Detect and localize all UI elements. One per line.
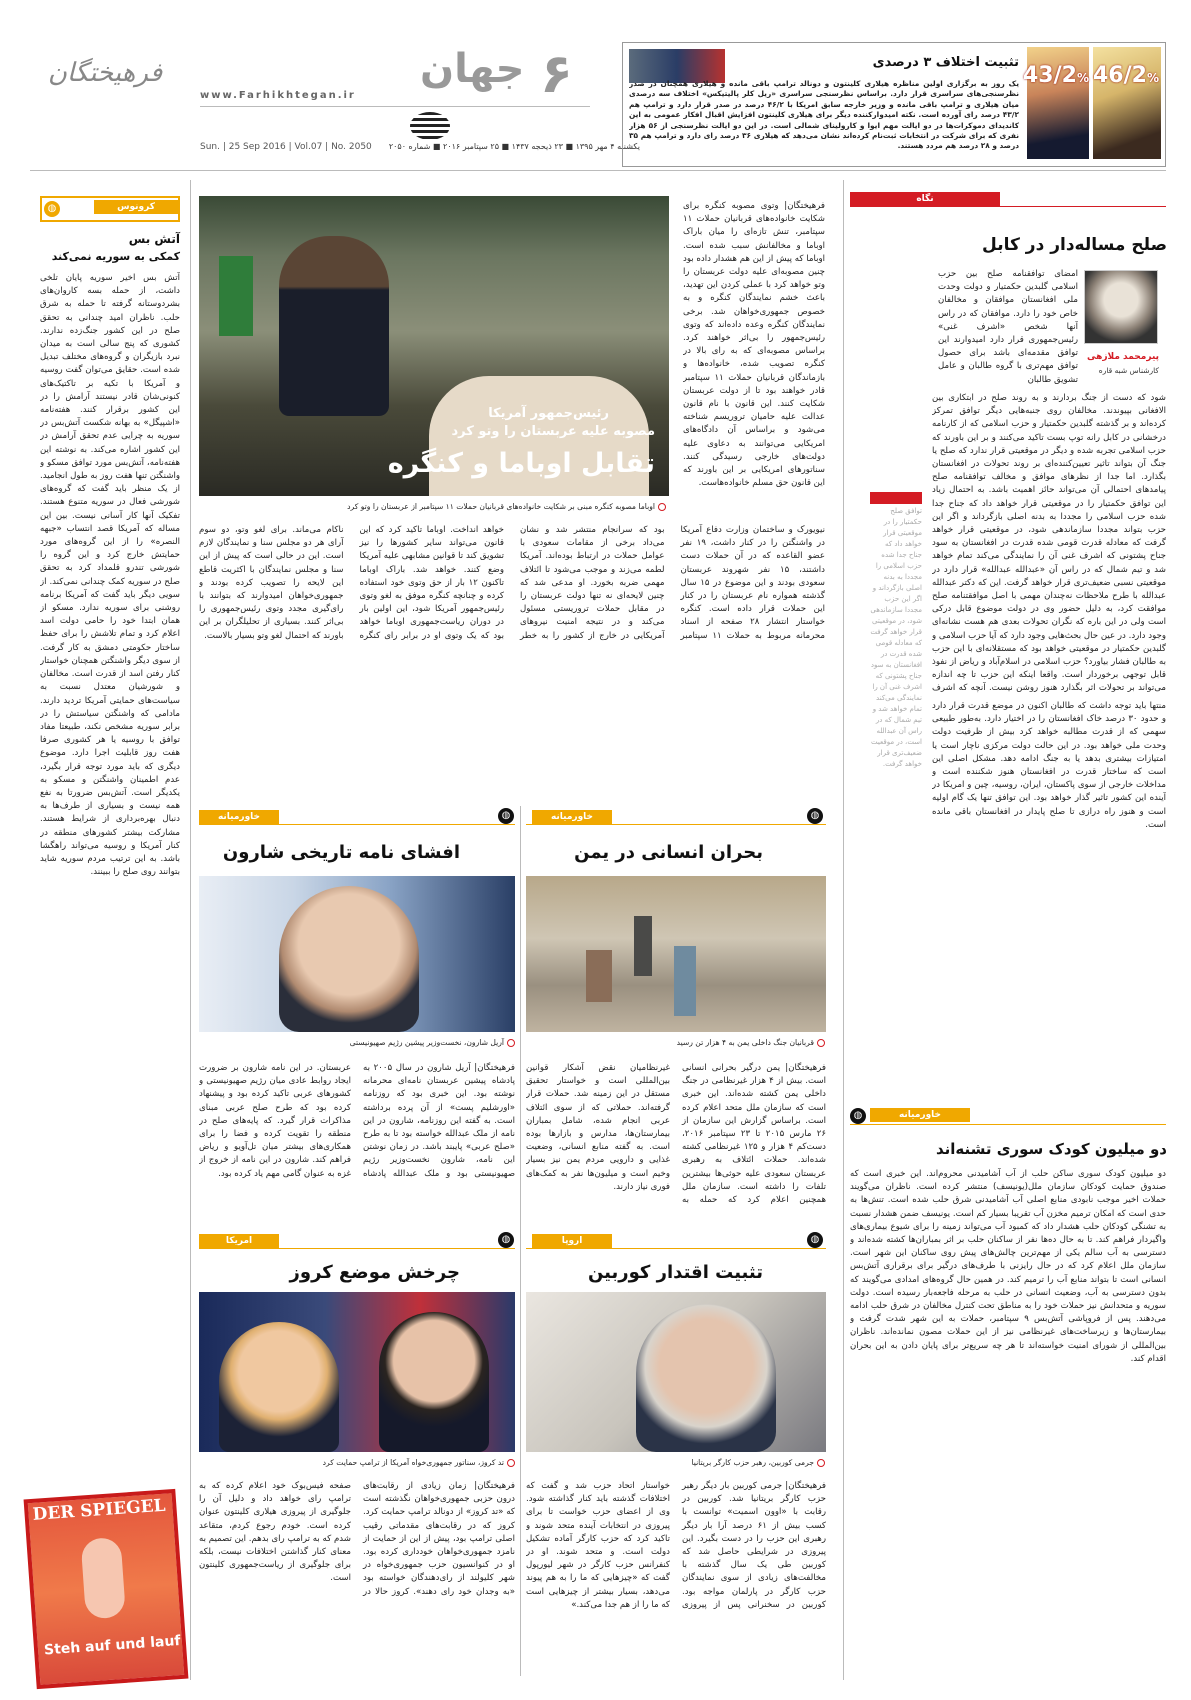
trump-face (219, 1322, 339, 1452)
author-role: کارشناس شبه قاره (1098, 366, 1159, 375)
obama-figure (279, 236, 389, 416)
cruz-title: چرخش موضع کروز (289, 1262, 460, 1283)
yemen-child (634, 916, 652, 976)
yemen-tag-bar (526, 824, 826, 825)
globe-icon: ◍ (807, 1232, 823, 1248)
sharon-face (279, 886, 419, 1032)
magazine-headline: Steh auf und lauf (43, 1632, 181, 1659)
negah-tag: نگاه (850, 192, 1000, 206)
negah-body-tail: منتها باید توجه داشت که طالبان اکنون در موضع قدرت قرار دارد و حدود ۳۰ درصد خاک افغانستان را در اختیار دارد. به‌طور طبیعی سهمی که از قدرت مطالبه خواهد کرد بیش از ظرفیت دولت وحدت ملی خواهد بود. در این حالت دولت مرکزی ناچار است یا امتیازات بیشتری بدهد یا به جنگ ادامه دهد. مشکل اصلی این است که ساختار قدرت در افغانستان هنوز شکننده است و مداخلات خارجی از سوی پاکستان، ایران، روسیه، چین و امریکا در آینده این کشور تاثیر گذار خواهد بود. این توافق تنها یک گام اولیه است و هنوز راه درازی تا صلح پایدار در افغانستان باقی مانده است. (932, 701, 1166, 830)
trump-percent: 43/2% (1023, 63, 1089, 88)
sharon-title: افشای نامه تاریخی شارون (222, 842, 460, 863)
site-url: www.Farhikhtegan.ir (200, 90, 356, 101)
poll-title: تثبیت اختلاف ۳ درصدی (872, 55, 1019, 70)
children-tag-bar (850, 1124, 1166, 1125)
masthead (30, 42, 640, 154)
spiegel-cover (24, 1489, 189, 1689)
corbyn-tag: اروپا (532, 1234, 612, 1248)
obama-photo (199, 196, 669, 496)
children-text: دو میلیون کودک سوری ساکن حلب از آب آشامیدنی محروم‌اند. این خبری است که صندوق حمایت کودکان سازمان ملل(یونیسف) منتشر کرده است. ناظران می‌گویند حملات اخیر موجب نابودی منابع اصلی آب آشامیدنی شرق حلب شده است. تنش‌ها به حدی است که امکان ترمیم مخزن آب تقریبا بسیار کم است. یونیسف ضمن هشدار نسبت به تشنگی کودکان حلب هشدار داد که کمبود آب می‌تواند زمینه را برای شیوع بیماری‌های واگیردار فراهم کند. تا به حال ده‌ها نفر از ساکنان حلب بر اثر بمباران‌ها کشته شده‌اند و دسترسی به آب سالم یکی از مهم‌ترین چالش‌های پیش روی ساکنان این شهر است. سازمان ملل اعلام کرد که در حال رایزنی با طرف‌های درگیر برای برقراری آتش‌بس انسانی است تا بتواند منابع آب را ترمیم کند. در همین حال گروه‌های امدادی می‌گویند که بدون دسترسی به آب، وضعیت انسانی در حلب به مرحله فاجعه‌بار رسیده است. دولت سوریه و متحدانش نیز حملات خود را به مناطق تحت کنترل مخالفان در شرق حلب ادامه می‌دهند. پس از فروپاشی آتش‌بس ۹ سپتامبر، حملات به این شهر شدت گرفت و بیمارستان‌ها و زیرساخت‌های غیرنظامی نیز از این حملات مصون نمانده‌اند. ناظران بین‌المللی از شورای امنیت خواسته‌اند تا هر چه سریع‌تر برای پایان دادن به این بحران اقدام کند. (850, 1169, 1166, 1364)
cruz-photo (199, 1292, 515, 1452)
cruz-face (379, 1312, 489, 1452)
sharon-tag-bar (199, 824, 515, 825)
magazine-figure (80, 1537, 125, 1620)
yemen-tag: خاورمیانه (532, 810, 612, 824)
brand-logo: فرهیختگان (47, 58, 163, 88)
meta-persian: یکشنبه ۴ مهر ۱۳۹۵ ■ ۲۳ ذیحجه ۱۴۳۷ ■ ۲۵ سپتامبر ۲۰۱۶ ■ شماره ۲۰۵۰ (388, 142, 640, 151)
negah-pullquote: توافق صلح حکمتیار را در موقعیتی قرار خواهد داد که جناح جدا شده حزب اسلامی را مجددا به بدنه اصلی بازگرداند و اگر این حزب مجددا سازماندهی شود، در موقعیتی قرار خواهد گرفت که معادله قومی شده قدرت در افغانستان به سود جناح پشتونی که اشرف غنی آن را نمایندگی می‌کند تمام خواهد شد و تیم شمال که در راس آن عبدالله است، در موقعیت ضعیف‌تری قرار خواهد گرفت. (870, 507, 922, 768)
lead-kicker-2: مصوبه علیه عربستان را وتو کرد (451, 424, 655, 439)
column-rule (190, 180, 191, 1680)
negah-red-bar (870, 492, 922, 504)
column-rule (843, 180, 844, 1680)
yemen-caption: قربانیان جنگ داخلی یمن به ۴ هزار تن رسید (527, 1038, 825, 1047)
masthead-lines-icon (410, 112, 450, 140)
elephant-donkey-illustration (629, 49, 725, 83)
corbyn-tag-bar (526, 1248, 826, 1249)
header-divider (30, 170, 1166, 171)
globe-icon: ◍ (498, 808, 514, 824)
yemen-photo (526, 876, 826, 1032)
syria-title-2: کمکی به سوریه نمی‌کند (51, 250, 180, 263)
globe-icon: ◍ (807, 808, 823, 824)
clinton-percent: 46/2% (1093, 63, 1159, 88)
poll-box (622, 42, 1166, 167)
negah-title: صلح مساله‌دار در کابل (982, 235, 1167, 255)
page-number: ۶ (540, 42, 573, 105)
yemen-text: فرهیختگان| یمن درگیر بحرانی انسانی است. بیش از ۴ هزار غیرنظامی در جنگ داخلی یمن کشته شده‌اند. این خبری است که سازمان ملل متحد اعلام کرده است. براساس گزارش این سازمان از ۲۶ مارس ۲۰۱۵ تا ۲۳ سپتامبر ۲۰۱۶، دست‌کم ۴ هزار و ۱۲۵ غیرنظامی کشته شده‌اند. حملات ائتلاف به رهبری عربستان سعودی علیه حوثی‌ها بیشترین تلفات را داشته است. سازمان ملل همچنین اعلام کرد که حمله به غیرنظامیان نقض آشکار قوانین بین‌المللی است و خواستار تحقیق مستقل در این زمینه شد. حملات قرار گرفته‌اند. حملاتی که از سوی ائتلاف عربی انجام شده، شامل بمباران بیمارستان‌ها، مدارس و بازارها بوده است. به گفته منابع انسانی، وضعیت غذایی و دارویی مردم یمن نیز بسیار وخیم است و میلیون‌ها نفر به کمک‌های فوری نیاز دارند. (526, 1063, 826, 1206)
sharon-photo (199, 876, 515, 1032)
lead-side-text: فرهیختگان| وتوی مصوبه کنگره برای شکایت خانواده‌های قربانیان حملات ۱۱ سپتامبر، تنش تازه‌ای را میان باراک اوباما و مخالفانش سبب شده است. اوباما که پیش از این هم هشدار داده بود چنین مصوبه‌ای علیه دولت عربستان را وتو خواهد کرد با عملی کردن این تهدید، باعث خشم نمایندگان کنگره و به خصوص جمهوری‌خواهان شد. برخی نمایندگان کنگره وعده داده‌اند که وتوی رئیس‌جمهور را بی‌اثر خواهند کرد. براساس مصوبه‌ای که به رای بالا در کنگره تصویب شده، خانواده‌ها و بازماندگان قربانیان حملات ۱۱ سپتامبر قادر خواهند بود تا از دولت عربستان شکایت کنند. این قانون با نام قانون عدالت علیه حامیان تروریسم شناخته می‌شود و براساس آن دادگاه‌های امریکایی می‌توانند به دعاوی علیه دولت‌های خارجی رسیدگی کنند. سناتورهای امریکایی بر این باورند که این قانون حق مسلم خانواده‌هاست. (683, 201, 825, 489)
globe-icon: ◍ (44, 201, 60, 217)
corbyn-caption: جرمی کوربین، رهبر حزب کارگر بریتانیا (527, 1458, 825, 1467)
syria-text: آتش بس اخیر سوریه پایان تلخی داشت، از حمله بسه کاروان‌های بشردوستانه گرفته تا حمله به شرق حلب. ناظران امید چندانی به تحقق صلح در این کشور جنگ‌زده ندارند. کشوری که پنج سالی است به میدان نبرد بازیگران و گروه‌های مختلف تبدیل شده است. حقایق می‌توان گفت روسیه و آمریکا با تکیه بر تاکتیک‌های کنونی‌شان قادر نیستند آرامش را در این کشور برقرار کنند. هفته‌نامه «اشپیگل» به بهانه شکست آتش‌بس در سوریه به چرایی عدم تحقق آرامش در این کشور اشاره می‌کند. به نوشته این هفته‌نامه، آتش‌بس مورد توافق مسکو و واشنگتن تنها هفت روز به طول انجامید. از یک منظر باید گفت که گروه‌های شورشی فعال در سوریه متنوع هستند. تفکیک آنها کار آسانی نیست. بین این مساله که آمریکا قصد انتساب «جبهه النصره» را از این گروه‌های مورد حمایتش خارج کرد و این گروه را شورشی تندرو قلمداد کرد به تحقق صلح در سوریه کمک چندانی نمی‌کند. از سویی دیگر باید گفت که آمریکا برنامه روشنی برای سوریه ندارد. مسکو از همان ابتدا خود را حامی دولت اسد اعلام کرد و تمام تلاشش را برای حفظ ساختار حکومتی دمشق به کار گرفت. از سوی دیگر واشنگتن همچنان خواستار کنار رفتن اسد از قدرت است. مخالفان و شورشیان معتدل نسبت به سیاست‌های حمایتی آمریکا تردید دارند. مادامی که واشنگتن سیاستش را در برابر سوریه مشخص نکند، طبیعتا مفاد توافق با روسیه یا هر کشوری صرفا هفت روز قابلیت اجرا دارد. موضوع دیگری که باید مورد توجه قرار بگیرد، عدم اطمینان واشنگتن و مسکو به یکدیگر است. آتش‌بس ضرورتا به نفع همه نیست و بسیاری از طرف‌ها به دنبال بهره‌برداری از شرایط هستند. مشارکت بیشتر کشورهای منطقه در کنار آمریکا و روسیه می‌تواند راهگشا باشد. به این ترتیب مردم سوریه شاید بتوانند روی صلح را ببینند. (40, 273, 180, 878)
column-rule (520, 806, 521, 1676)
children-tag: خاورمیانه (870, 1108, 970, 1122)
magazine-name: DER SPIEGEL (31, 1495, 167, 1525)
yemen-title: بحران انسانی در یمن (574, 842, 763, 863)
lead-kicker-1: رئیس‌جمهور آمریکا (488, 406, 609, 421)
sharon-tag: خاورمیانه (199, 810, 279, 824)
author-name: پیرمحمد ملازهی (1086, 352, 1159, 362)
syria-tag: کرونوس (94, 200, 178, 214)
children-title: دو میلیون کودک سوری تشنه‌اند (935, 1140, 1167, 1158)
lead-title: تقابل اوباما و کنگره (387, 448, 655, 479)
flag-figure (219, 256, 253, 336)
cruz-text: فرهیختگان| زمان زیادی از رقابت‌های درون حزبی جمهوری‌خواهان نگذشته است که «تد کروز» از دونالد ترامپ حمایت کرد. کروز که در رقابت‌های مقدماتی رقیب اصلی ترامپ بود، پیش از این از حمایت از نامزد جمهوری‌خواهان خودداری کرده بود. او در کنوانسیون حزب جمهوری‌خواه در شهر کلیولند از رای‌دهندگان خواسته بود «به وجدان خود رای دهند». کروز حالا در صفحه فیس‌بوک خود اعلام کرده که به ترامپ رای خواهد داد و دلیل آن را جلوگیری از پیروزی هیلاری کلینتون عنوان کرده است. خودم رجوع کردم، متقاعد شدم که به ترامپ رای بدهم. این تصمیم به معنای کنار گذاشتن اختلافات نیست، بلکه برای جلوگیری از ریاست‌جمهوری کلینتون است. (199, 1481, 515, 1597)
lead-body: نیویورک و ساختمان وزارت دفاع آمریکا در واشنگتن را در کنار داشت، ۱۹ نفر عضو القاعده که در آن حملات دست داشتند، ۱۵ نفر شهروند عربستان سعودی بودند و این موضوع در ۱۵ سال گذشته همواره نام عربستان را در کنار این حملات قرار داده است. کنگره خواستار انتشار ۲۸ صفحه از اسناد محرمانه مربوط به حملات ۱۱ سپتامبر بود که سرانجام منتشر شد و نشان می‌داد برخی از مقامات سعودی با عوامل حملات در ارتباط بوده‌اند. آمریکا لطمه می‌زند و موجب می‌شود تا ائتلاف مهمی ضربه بخورد. او مدعی شد که چنین لایحه‌ای نه تنها دولت عربستان را در مقابل حملات تروریستی مسئول می‌کند و در نتیجه امنیت نیروهای آمریکایی در خارج از کشور را به خطر خواهد انداخت. اوباما تاکید کرد که این قانون می‌تواند سایر کشورها را نیز تشویق کند تا قوانین مشابهی علیه آمریکا وضع کنند. خواهد شد. باراک اوباما تاکنون ۱۲ بار از حق وتوی خود استفاده کرده و چنانچه کنگره موفق به لغو وتوی رئیس‌جمهور آمریکا شود، این اولین بار در دوران ریاست‌جمهوری اوباما خواهد بود که یک وتوی او در برابر رای کنگره ناکام می‌ماند. برای لغو وتو، دو سوم آرای هر دو مجلس سنا و نمایندگان لازم است. این در حالی است که پیش از این سنا و مجلس نمایندگان با اکثریت قاطع این لایحه را تصویب کرده بودند و جمهوری‌خواهان امیدوارند که بتوانند با رای‌گیری مجدد وتوی رئیس‌جمهوری را بی‌اثر کنند. بسیاری از تحلیلگران بر این باورند که احتمال لغو وتو بسیار بالاست. (199, 525, 825, 641)
corbyn-text: فرهیختگان| جرمی کوربین بار دیگر رهبر حزب کارگر بریتانیا شد. کوربین در رقابت با «اوون اسمیت» توانست با کسب بیش از ۶۱ درصد آرا بار دیگر رهبری این حزب را در دست بگیرد. این پیروزی در شرایطی حاصل شد که کوربین طی یک سال گذشته با مخالفت‌های زیادی از سوی نمایندگان حزب کارگر در پارلمان مواجه بود. کوربین در سخنرانی پس از پیروزی خواستار اتحاد حزب شد و گفت که اختلافات گذشته باید کنار گذاشته شود. وی از اعضای حزب خواست تا برای پیروزی در انتخابات آینده متحد شوند و تاکید کرد که حزب کارگر آماده تشکیل دولت است. و متحد شوند. او در کنفرانس حزب کارگر در شهر لیورپول گفت که «چیزهایی که ما را به هم پیوند می‌دهد، بسیار بیشتر از چیزهایی است که ما را از هم جدا می‌کند.» (526, 1481, 826, 1610)
poll-text: یک روز به برگزاری اولین مناظره هیلاری کلینتون و دونالد ترامپ باقی مانده و هیلاری همچنان در صدر نظرسنجی‌های سراسری قرار دارد. براساس نظرسنجی سراسری «ریل کلر پالیتیکس» اختلاف سه درصدی میان هیلاری و ترامپ باقی مانده و وزیر خارجه سابق امریکا با ۴۶/۲ درصد در صدر قرار دارد و ترامپ هم ۴۳/۲ درصد رای آورده است. نکته امیدوارکننده دیگر برای هیلاری کلینتون افزایش اقبال افکار عمومی به این کاندیدای دموکرات‌ها در دو ایالت مهم ایوا و کارولینای شمالی است. در این دو ایالت نظرسنجی از ۵۶ هزار نفری که برای شرکت در انتخابات ثبت‌نام کرده‌اند نشان می‌دهد که هیلاری ۳۶ درصد رای دارد و ترامپ هم ۳۵ درصد و ۲۸ درصد هم مردد هستند. (629, 79, 1019, 151)
cruz-caption: تد کروز، سناتور جمهوری‌خواه آمریکا از ترامپ حمایت کرد (199, 1458, 515, 1467)
author-photo (1084, 270, 1158, 344)
yemen-child (674, 946, 696, 1016)
sharon-text: فرهیختگان| آریل شارون در سال ۲۰۰۵ به پادشاه پیشین عربستان نامه‌ای محرمانه نوشته بود. این خبری بود که روزنامه «اورشلیم پست» از آن پرده برداشته است. به گفته این روزنامه، شارون در این نامه از ملک عبدالله خواسته بود تا به طرح «صلح عربی» پایبند باشد. در زمان نوشتن این نامه، شارون نخست‌وزیر رژیم صهیونیستی بود و ملک عبدالله پادشاه عربستان. در این نامه شارون بر ضرورت ایجاد روابط عادی میان رژیم صهیونیستی و کشورهای عربی تاکید کرده بود و پیشنهاد کرده بود که طرح صلح عربی مبنای مذاکرات قرار گیرد. که پایه‌های صلح در منطقه را تقویت کرده و فضا را برای همکاری‌های بیشتر میان تل‌آویو و ریاض فراهم کند. شارون در این نامه از خروج از غزه به عنوان گامی مهم یاد کرده بود. (199, 1063, 515, 1179)
negah-body: شود که دست از جنگ بردارند و به روند صلح در ابتکاری بین الافغانی بپیوندند. مخالفان روی جنبه‌هایی دیگر توافق تمرکز کرده‌اند و بر گذشته گلبدین حکمتیار و حزب اسلامی که از کارنامه درخشانی در کابل رانه توپ بست تاکید می‌کنند و بر این باورند که حزب اسلامی تجربه شده و دیگر در موقعیتی قرار ندارد که صلح یا جنگ آن بتواند تاثیر تعیین‌کننده‌ای بر روند تحولات در افغانستان بگذارد. اما جدا از نظرهای موافق و مخالف توافقنامه صلح پیامدهای احتمالی آن می‌تواند حائز اهمیت باشد. به احتمال زیاد این توافق حکمتیار را در موقعیتی قرار خواهد داد که جناح جدا شده حزب اسلامی را مجددا به بدنه اصلی بازگرداند و اگر این حزب بتواند مجددا سازماندهی شود، در موقعیتی قرار خواهد گرفت که معادله قدرت قومی شده قدرت در افغانستان به سود جناح پشتونی که اشرف غنی آن را نمایندگی می‌کند تمام خواهد شد و تیم شمال که در راس آن «عبدالله عبدالله» قرار دارد در موقعیتی نسبی ضعیف‌تری قرار خواهد گرفت. این که دکتر عبدالله عبدالله با طرح ملاحظات نه‌چندان مهمی با اصل موافقتنامه صلح موافقت کرد، به دلیل حضور وی در دولت موضوع قابل درکی است ولی در این باره که نگران تحولات بعدی هم هست نشانه‌ای وجود دارد. در عین حال بحث‌هایی وجود دارد که آیا حزب اسلامی و گلبدین حکمتیار در موقعیتی خواهد بود که مستقلانه‌ای با این حزب به طالبان فشار بیاورد؟ حزب اسلامی در اسلام‌آباد و ریاض از نفوذ قابل توجهی برخوردار است. واقعا اینکه این حزب تا چه اندازه می‌تواند بر تحولات اثر بگذارد هنوز روشن نیست. آنچه که اشرف (932, 393, 1166, 694)
sharon-caption: آریل شارون، نخست‌وزیر پیشین رژیم صهیونیستی (199, 1038, 515, 1047)
yemen-child (586, 950, 612, 1002)
corbyn-title: تثبیت اقتدار کوربین (587, 1262, 763, 1283)
negah-tag-bar (850, 206, 1166, 207)
section-title: جهان (420, 46, 525, 92)
meta-english: Sun. | 25 Sep 2016 | Vol.07 | No. 2050 (200, 142, 372, 152)
lead-caption: اوباما مصوبه کنگره مبنی بر شکایت خانواده‌های قربانیان حملات ۱۱ سپتامبر از عربستان را وتو کرد (200, 502, 666, 511)
globe-icon: ◍ (850, 1108, 866, 1124)
cruz-tag: امریکا (199, 1234, 279, 1248)
masthead-rule (200, 106, 590, 107)
corbyn-face (636, 1304, 776, 1452)
globe-icon: ◍ (498, 1232, 514, 1248)
syria-title-1: آتش بس (128, 232, 180, 246)
corbyn-photo (526, 1292, 826, 1452)
cruz-tag-bar (199, 1248, 515, 1249)
negah-intro: امضای توافقنامه صلح بین حزب اسلامی گلبدین حکمتیار و دولت وحدت ملی افغانستان موافقان و مخالفان خاص خود را دارد. موافقان که در راس آنها شخص «اشرف غنی» رئیس‌جمهوری قرار دارد امیدوارند این توافق مقدمه‌ای باشد برای حصول توافق مهم‌تری با گروه طالبان و عامل تشویق طالبان (938, 269, 1078, 385)
